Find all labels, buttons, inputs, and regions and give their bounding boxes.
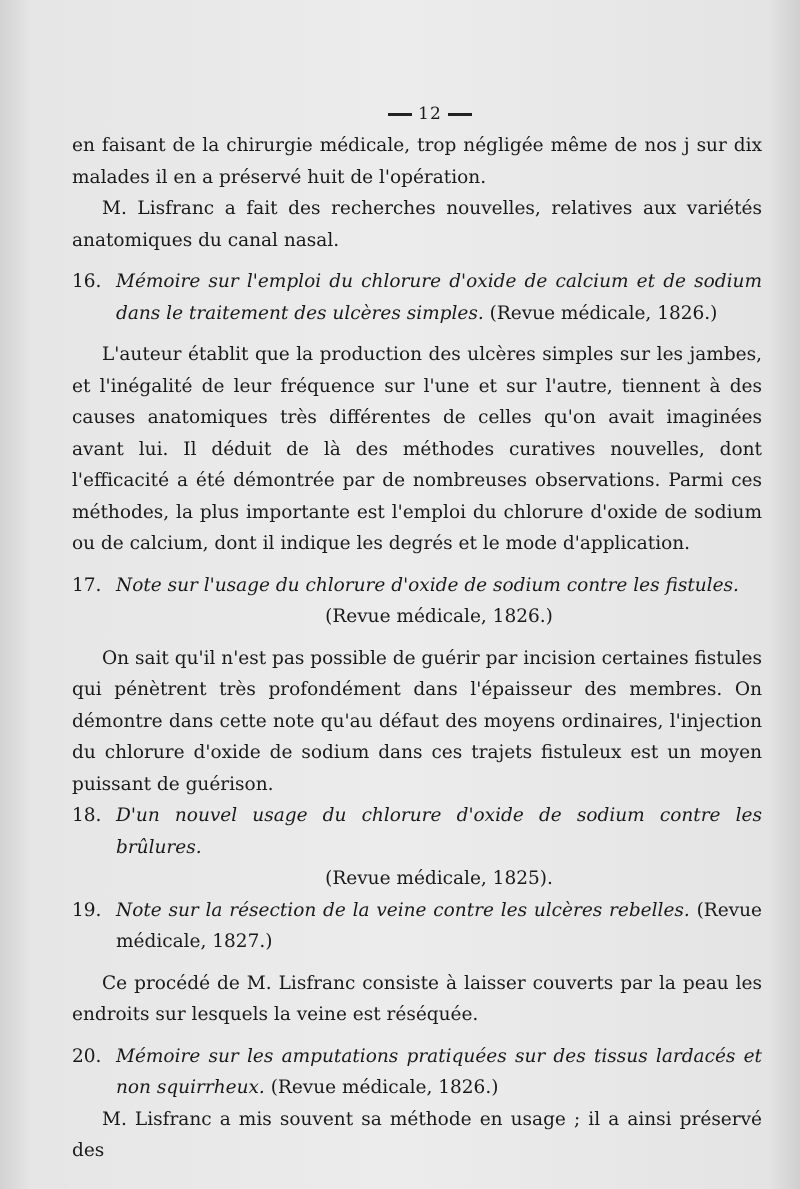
entry-source: (Revue médicale, 1826.) (325, 606, 553, 627)
entry-title: Mémoire sur les amputations pratiquées sur des tissus lardacés et non squirrheux. (116, 1045, 762, 1098)
entry-source: (Revue médicale, 1826.) (489, 302, 718, 324)
entry-title: Note sur la résection de la veine contre les ulcères rebelles. (116, 899, 690, 921)
paragraph-canal-nasal: M. Lisfranc a fait des recherches nouvelles, relatives aux variétés anatomiques du canal nasal. (72, 198, 762, 251)
entry-number: 16. (72, 271, 102, 292)
entry-number: 17. (72, 574, 102, 596)
entry-number: 19. (72, 899, 102, 921)
entry-number: 20. (72, 1045, 102, 1067)
entry-17 (72, 570, 762, 633)
entry-source: (Revue médicale, 1825). (325, 868, 553, 889)
entry-source: (Revue médicale, 1826.) (270, 1077, 499, 1098)
entry-number: 18. (72, 805, 102, 826)
page-number: 12 (98, 104, 762, 124)
entry-title: D'un nouvel usage du chlorure d'oxide de sodium contre les brûlures. (116, 805, 762, 858)
paragraph-final: M. Lisfranc a mis souvent sa méthode en usage ; il a ainsi préservé des (72, 1108, 762, 1161)
entry-title: Note sur l'usage du chlorure d'oxide de sodium contre les fistules. (116, 574, 739, 596)
entry-16 (72, 266, 762, 329)
page-body (72, 130, 762, 1167)
paragraph-fistules: On sait qu'il n'est pas possible de guérir par incision certaines fistules qui pénètrent très profondément dans l'épaisseur des membres. On démontre dans cette note qu'au défaut des moyens ordinaires, l'injection du chlorure d'oxide de sodium dans ces trajets fistuleux est un moyen puissant de guérison. (72, 647, 762, 795)
paragraph-ulceres-simples: L'auteur établit que la production des ulcères simples sur les jambes, et l'inégalité de leur fréquence sur l'une et sur l'autre, tiennent à des causes anatomiques très différentes de celles qu'on avait imaginées avant lui. Il déduit de là des méthodes curatives nouvelles, dont l'efficacité a été démontrée par de nombreuses observations. Parmi ces méthodes, la plus importante est l'emploi du chlorure d'oxide de sodium ou de calcium, dont il indique les degrés et le mode d'application. (72, 344, 762, 554)
entry-19 (72, 895, 762, 958)
entry-title: Mémoire sur l'emploi du chlorure d'oxide de calcium et de sodium dans le traitement des ulcères simples. (116, 271, 762, 324)
entry-20 (72, 1041, 762, 1104)
entry-source: (Revue médicale, 1827.) (116, 899, 762, 952)
paragraph-continuation: en faisant de la chirurgie médicale, trop négligée même de nos j sur dix malades il en a préservé huit de l'opération. (72, 135, 762, 188)
entry-18 (72, 800, 762, 895)
paragraph-procede: Ce procédé de M. Lisfranc consiste à laisser couverts par la peau les endroits sur lesquels la veine est réséquée. (72, 972, 762, 1025)
